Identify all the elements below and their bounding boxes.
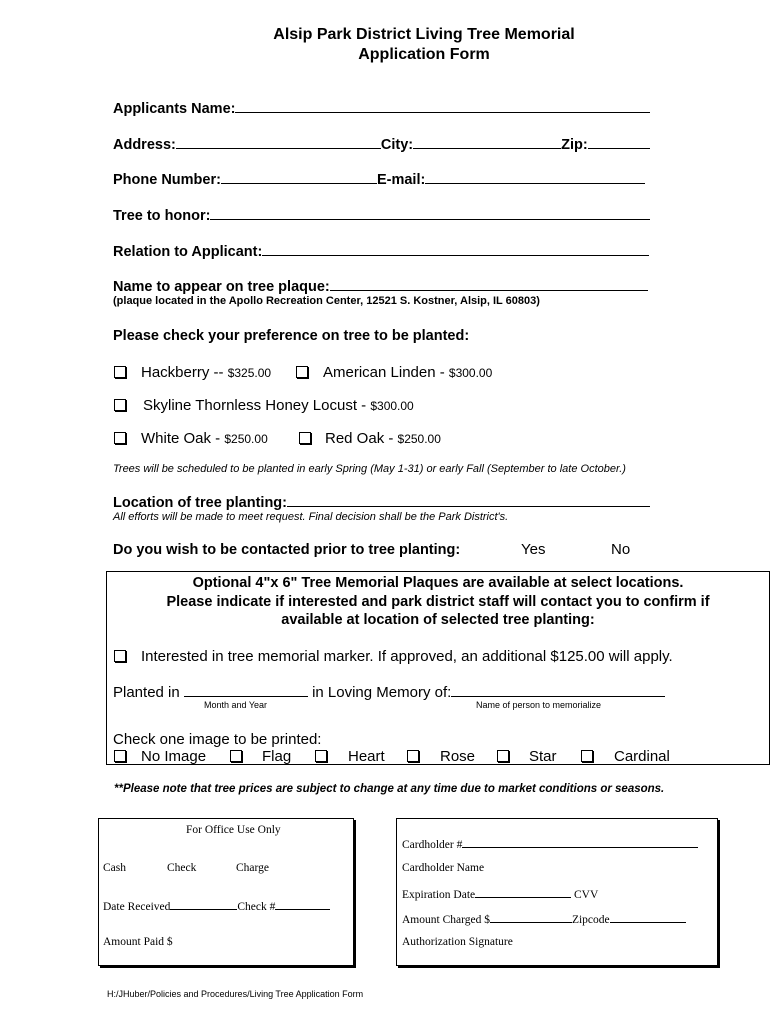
star-label: Star	[529, 748, 557, 765]
plaque-info-line1: Optional 4"x 6" Tree Memorial Plaques are available at select locations.	[192, 575, 684, 591]
address-row	[113, 135, 650, 153]
amount-charged-field[interactable]	[490, 912, 572, 923]
footer-path: H:/JHuber/Policies and Procedures/Living Tree Application Form	[107, 989, 364, 999]
address-label: Address:	[113, 137, 176, 153]
check-no-field[interactable]	[275, 899, 330, 910]
relation-row	[113, 242, 649, 260]
applicant-name-label: Applicants Name:	[113, 101, 236, 117]
cardinal-checkbox[interactable]	[581, 750, 593, 762]
plaque-name-row	[113, 277, 648, 295]
month-year-field[interactable]	[184, 683, 308, 697]
marker-interest-checkbox[interactable]	[114, 650, 126, 662]
image-prompt: Check one image to be printed:	[113, 731, 322, 748]
office-check: Check	[167, 862, 197, 874]
schedule-note: Trees will be scheduled to be planted in early Spring (May 1-31) or early Fall (September to late October.)	[113, 463, 626, 475]
white-oak-price: $250.00	[224, 432, 268, 446]
amount-charged-label: Amount Charged $	[402, 914, 490, 926]
honey-locust-option	[143, 397, 414, 414]
plaque-location-note: (plaque located in the Apollo Recreation Center, 12521 S. Kostner, Alsip, IL 60803)	[113, 295, 540, 307]
red-oak-checkbox[interactable]	[299, 432, 311, 444]
zip-field[interactable]	[588, 135, 650, 149]
honey-locust-name: Skyline Thornless Honey Locust -	[143, 397, 367, 414]
expiration-row	[402, 887, 598, 901]
hackberry-name: Hackberry --	[141, 364, 224, 381]
flag-label: Flag	[262, 748, 292, 765]
zip-label: Zip:	[561, 137, 588, 153]
hackberry-option	[141, 364, 271, 381]
relation-label: Relation to Applicant:	[113, 244, 263, 260]
heart-label: Heart	[348, 748, 385, 765]
hackberry-checkbox[interactable]	[114, 366, 126, 378]
expiration-label: Expiration Date	[402, 889, 476, 901]
marker-interest-label: Interested in tree memorial marker. If approved, an additional $125.00 will apply.	[141, 648, 673, 665]
contact-yes[interactable]: Yes	[521, 541, 546, 558]
white-oak-name: White Oak -	[141, 430, 221, 447]
plaque-name-field[interactable]	[330, 277, 648, 291]
cardholder-name-label: Cardholder Name	[402, 862, 485, 874]
tree-honor-label: Tree to honor:	[113, 208, 211, 224]
email-label: E-mail:	[376, 172, 426, 188]
red-oak-name: Red Oak -	[325, 430, 394, 447]
american-linden-name: American Linden -	[323, 364, 445, 381]
in-memory-label: in Loving Memory of:	[312, 684, 452, 701]
contact-question: Do you wish to be contacted prior to tree planting:	[113, 542, 461, 558]
rose-label: Rose	[440, 748, 476, 765]
month-year-caption: Month and Year	[204, 700, 268, 710]
rose-checkbox[interactable]	[407, 750, 419, 762]
form-title-line2: Application Form	[358, 46, 490, 63]
american-linden-price: $300.00	[448, 366, 493, 380]
cardholder-field[interactable]	[462, 837, 698, 848]
preference-heading: Please check your preference on tree to be planted:	[113, 328, 470, 344]
american-linden-checkbox[interactable]	[296, 366, 308, 378]
hackberry-price: $325.00	[227, 366, 272, 380]
honey-locust-checkbox[interactable]	[114, 399, 126, 411]
red-oak-option	[325, 430, 441, 447]
tree-honor-field[interactable]	[210, 206, 650, 220]
office-charge: Charge	[236, 862, 270, 874]
red-oak-price: $250.00	[397, 432, 441, 446]
tree-honor-row	[113, 206, 650, 224]
amount-paid-label: Amount Paid $	[103, 936, 173, 948]
plaque-info-line3: available at location of selected tree planting:	[281, 612, 595, 628]
white-oak-checkbox[interactable]	[114, 432, 126, 444]
star-checkbox[interactable]	[497, 750, 509, 762]
check-no-label: Check #	[237, 901, 276, 913]
location-row	[113, 493, 650, 511]
form-title-line1: Alsip Park District Living Tree Memorial	[273, 26, 575, 43]
office-title: For Office Use Only	[186, 824, 281, 836]
memorialize-field[interactable]	[451, 683, 665, 697]
planted-in-label: Planted in	[113, 684, 180, 701]
date-received-label: Date Received	[103, 901, 171, 913]
email-field[interactable]	[425, 170, 645, 184]
amount-charged-row	[402, 912, 686, 926]
heart-checkbox[interactable]	[315, 750, 327, 762]
zipcode-field[interactable]	[610, 912, 686, 923]
plaque-name-label: Name to appear on tree plaque:	[113, 279, 330, 295]
relation-field[interactable]	[262, 242, 649, 256]
applicant-name-field[interactable]	[235, 99, 650, 113]
location-note: All efforts will be made to meet request. Final decision shall be the Park District's.	[113, 511, 509, 523]
location-field[interactable]	[287, 493, 650, 507]
honey-locust-price: $300.00	[370, 399, 414, 413]
plaque-info-line2: Please indicate if interested and park district staff will contact you to confirm if	[166, 594, 710, 610]
no-image-label: No Image	[141, 748, 207, 765]
cardholder-row	[402, 837, 698, 851]
cardinal-label: Cardinal	[614, 748, 670, 765]
contact-no[interactable]: No	[611, 541, 631, 558]
address-field[interactable]	[176, 135, 381, 149]
phone-row	[113, 170, 645, 188]
authorization-label: Authorization Signature	[402, 936, 513, 948]
office-cash: Cash	[103, 862, 126, 874]
planted-row	[113, 683, 665, 701]
cvv-label: CVV	[574, 889, 599, 901]
white-oak-option	[141, 430, 268, 447]
date-received-row	[103, 899, 330, 913]
phone-field[interactable]	[221, 170, 377, 184]
flag-checkbox[interactable]	[230, 750, 242, 762]
location-label: Location of tree planting:	[113, 495, 287, 511]
date-received-field[interactable]	[170, 899, 237, 910]
cardholder-label: Cardholder #	[402, 839, 463, 851]
city-label: City:	[380, 137, 414, 153]
price-note: **Please note that tree prices are subject to change at any time due to market conditions or seasons.	[114, 783, 665, 795]
person-caption: Name of person to memorialize	[476, 700, 602, 710]
expiration-field[interactable]	[475, 887, 571, 898]
city-field[interactable]	[413, 135, 561, 149]
american-linden-option	[323, 364, 492, 381]
zipcode-label: Zipcode	[571, 914, 610, 926]
applicant-name-row	[113, 99, 650, 117]
phone-label: Phone Number:	[113, 172, 221, 188]
no-image-checkbox[interactable]	[114, 750, 126, 762]
